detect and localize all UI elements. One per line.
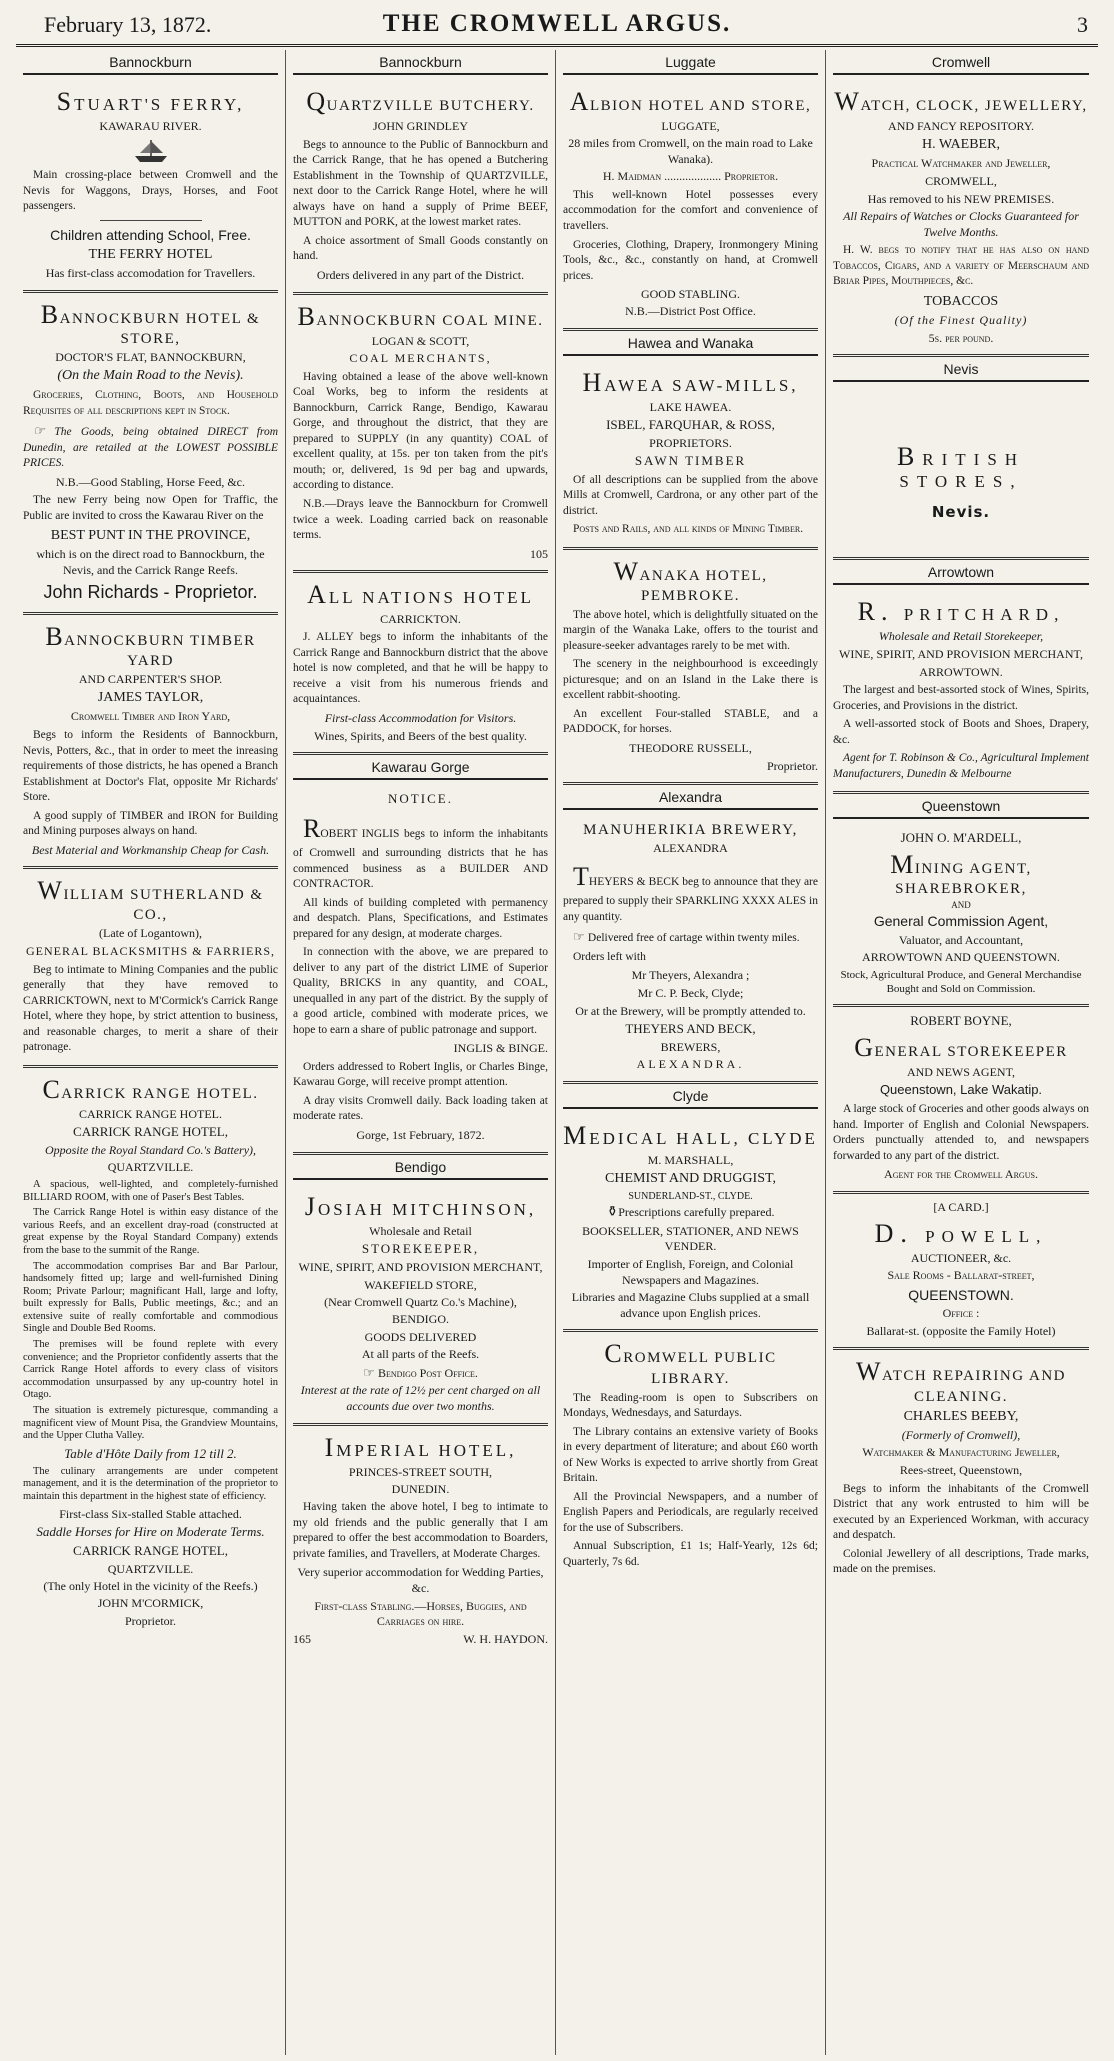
town-2: QUARTZVILLE. [107,1561,194,1576]
region-heading: Bannockburn [293,50,548,75]
owner-name: W. H. HAYDON. [463,1631,548,1646]
office-label: Office : [942,1306,980,1321]
owner-name: ISBEL, FARQUHAR, & ROSS, [606,416,775,432]
street: Rees-street, Queenstown, [899,1462,1023,1477]
post-office-line [293,1365,548,1382]
ad-pritchard [833,590,1089,794]
items: WINE, SPIRIT, AND PROVISION MERCHANT, [298,1260,543,1275]
ad-robert-inglis [293,785,548,1154]
ferry-text: The new Ferry being now Open for Traffic, the Public are invited to cross the Kawarau River on the [23,494,278,522]
ad-title: IMPERIAL HOTEL, [324,1432,517,1462]
orders-note: Orders left with [573,950,646,963]
ad-body: Begs to announce to the Public of Bannockburn and the Carrick Range, that he has opened a Butchering Establishment in the Township of QUARTZVILLE, next door to the Carrick Range Hotel, where he will always have on hand a supply of Prime BEEF, MUTTON and PORK, at the lowest market rates. [293,138,548,229]
para-4: Annual Subscription, £1 1s; Half-Yearly, 12s 6d; Quarterly, 7s 6d. [563,1540,818,1568]
ad-body: Having taken the above hotel, I beg to intimate to my old friends and the public generally that I am prepared to offer the best accommodation to Boarders, private families, and Travellers, at Moderate Charges. [293,1501,548,1560]
signature: INGLIS & BINGE. [453,1041,548,1056]
ad-body: J. ALLEY begs to inform the inhabitants of the Carrick Range and Bannockburn district that the above hotel is now completed, and that he will be happy to receive a visit from his numerous friends and acquaintances. [293,631,548,706]
proprietors: PROPRIETORS. [649,435,732,450]
table-dhote: Table d'Hôte Daily from 12 till 2. [64,1445,237,1461]
ad-subtitle: AND NEWS AGENT, [906,1065,1016,1080]
column-2 [286,50,556,2055]
hotel-note: Has first-class accomodation for Travellers. [45,266,256,281]
ad-subtitle: CARRICKTON. [380,612,461,627]
region-heading: Nevis [833,357,1089,382]
region-heading: Cromwell [833,50,1089,75]
ad-subtitle: Wholesale and Retail [369,1223,472,1238]
post-office: Bendigo Post Office. [378,1365,478,1380]
town: DUNEDIN. [391,1481,450,1496]
school-note: Children attending School, Free. [50,226,251,243]
para-3: All the Provincial Newspapers, and a number of English Papers and Periodicals, are regularly received for the use of Subscribers. [563,1490,818,1534]
ad-charles-beeby [833,1350,1089,1586]
price: 5s. per pound. [928,330,994,345]
region-heading: Luggate [563,50,818,75]
ad-wanaka-hotel [563,550,818,786]
ad-timber-yard [23,615,278,869]
goods-note: The Goods, being obtained DIRECT from Dunedin, are retailed at the LOWEST POSSIBLE PRICES. [23,426,278,470]
ad-body: H. W. begs to notify that he has also on hand Tobaccos, Cigars, and a variety of Meerschaum and Briar Pipes, Mouthpieces, &c. [833,244,1089,288]
nb-note: N.B.—Drays leave the Bannockburn for Cromwell twice a week. Loading carried back on reasonable terms. [293,498,548,542]
stable-note: First-class Six-stalled Stable attached. [59,1506,242,1521]
ad-quartzville-butchery [293,80,548,295]
para-2: The scenery in the neighbourhood is exceedingly picturesque; and on an Island in the Lake there is excellent rabbit-shooting. [563,658,818,702]
best-material: Best Material and Workmanship Cheap for Cash. [31,842,270,857]
ad-medical-hall [563,1114,818,1333]
only-hotel: (The only Hotel in the vicinity of the Reefs.) [43,1578,258,1593]
para-1: A spacious, well-lighted, and completely-furnished BILLIARD ROOM, with one of Paser's Best Tables. [23,1178,278,1203]
newspaper-title: THE CROMWELL ARGUS. [382,10,732,37]
town: Queenstown, Lake Wakatip. [879,1082,1043,1098]
card-label: [A CARD.] [933,1200,989,1214]
ad-body: The largest and best-assorted stock of Wines, Spirits, Groceries, and Provisions in the district. [833,684,1089,712]
para-6: The culinary arrangements are under competent management, and it is the determination of the proprietor to maintain this department in the highest state of efficiency. [23,1465,278,1502]
ad-body: Of all descriptions can be supplied from the above Mills at Cromwell, Cardrona, or any other part of the district. [563,473,818,517]
ad-title: WATCH REPAIRING AND CLEANING. [855,1357,1066,1405]
finest-note: (Of the Finest Quality) [894,313,1028,328]
agent-note: Agent for the Cromwell Argus. [884,1167,1038,1182]
ad-title: CROMWELL PUBLIC LIBRARY. [604,1339,777,1387]
town: CROMWELL, [925,173,997,188]
ad-title: BRITISH STORES, [896,442,1026,492]
para-4: The premises will be found replete with every convenience; and the Proprietor confidently asserts that the Carrick Range Hotel affords to every class of visitors accommodation unsurpassed by any up-country hotel in Otago. [23,1339,278,1401]
groceries-text: Groceries, Clothing, Boots, and Household Requisites of all descriptions kept in Stock. [23,389,278,417]
proprietor: Proprietor. [767,758,818,773]
nb-note: N.B.—Good Stabling, Horse Feed, &c. [56,474,245,489]
ad-subtitle: KAWARAU RIVER. [99,119,202,134]
ad-josiah-mitchinson [293,1185,548,1426]
opposite-note: Opposite the Royal Standard Co.'s Battery), [44,1142,257,1157]
ad-title: HAWEA SAW-MILLS, [582,367,799,397]
ad-title: WATCH, CLOCK, JEWELLERY, [834,87,1088,116]
para-3: In connection with the above, we are prepared to deliver to any part of the district LIME of Superior Quality, BRICKS in any quantity, and COAL, unequalled in any part of the district. By the supply of a good article, combined with moderate prices, we hope to earn a share of public patronage and support. [293,946,548,1036]
town: BENDIGO. [392,1312,449,1327]
agent-1: Mr Theyers, Alexandra ; [631,968,750,983]
pointing-hand-icon: ☞ [363,1364,378,1380]
owner-name: JOHN GRINDLEY [373,119,468,134]
ferry-hotel: THE FERRY HOTEL [88,246,213,262]
trade: STOREKEEPER, [361,1241,480,1257]
ad-footer [293,1632,548,1648]
ad-subtitle: Wholesale and Retail Storekeeper, [878,629,1044,644]
ad-public-library [563,1332,818,1579]
ad-body: This well-known Hotel possesses every accommodation for the comfort and convenience of travellers. [563,188,818,232]
road-note: (On the Main Road to the Nevis). [57,367,244,383]
owner-name: JOHN O. M'ARDELL, [900,830,1022,846]
sawn-timber: SAWN TIMBER [634,452,747,468]
ad-title: QUARTZVILLE BUTCHERY. [306,87,535,116]
ad-subtitle: ALEXANDRA [653,841,728,856]
region-heading: Hawea and Wanaka [563,331,818,356]
trade: CHEMIST AND DRUGGIST, [605,1171,776,1187]
ad-title: JOSIAH MITCHINSON, [304,1191,537,1221]
region-heading: Bannockburn [23,50,278,75]
ad-subtitle: LAKE HAWEA. [649,399,732,414]
first-class-note: First-class Accommodation for Visitors. [324,710,517,725]
stabling-note: First-class Stabling.—Horses, Buggies, and Carriages on hire. [314,1598,527,1629]
owner-name: H. WAEBER, [922,137,1000,153]
ad-title: D. POWELL, [874,1218,1048,1248]
trade: Practical Watchmaker and Jeweller, [871,156,1051,171]
near-note: (Near Cromwell Quartz Co.'s Machine), [324,1294,517,1309]
ad-body: Begs to inform the inhabitants of the Cromwell District that any work entrusted to him will be executed by an Experienced Workman, with accuracy and despatch. [833,1482,1089,1542]
region-heading: Arrowtown [833,560,1089,585]
pointing-hand-icon: ☞ [33,423,55,439]
ad-body: A large stock of Groceries and other goods always on hand. Importer of English and Colonial Newspapers. Orders punctually attended to, and newspapers forwarded to any part of the district. [833,1103,1090,1162]
libraries-note: Libraries and Magazine Clubs supplied at a small advance upon English prices. [571,1290,810,1320]
boots-note: A well-assorted stock of Boots and Shoes, Drapery, &c. [833,718,1089,746]
page-number: 3 [1077,12,1088,37]
proprietor: John Richards - Proprietor. [43,581,258,602]
trade: Watchmaker & Manufacturing Jeweller, [862,1445,1060,1460]
trade: WINE, SPIRIT, AND PROVISION MERCHANT, [839,647,1083,662]
ship-icon [133,138,169,164]
valuator: Valuator, and Accountant, [898,932,1024,947]
ad-title: WILLIAM SUTHERLAND & CO., [37,876,264,924]
direct-road: which is on the direct road to Bannockburn, the Nevis, and the Carrick Range Reefs. [36,547,265,578]
owner-name: M. MARSHALL, [647,1152,734,1167]
column-1 [16,50,286,2055]
region-heading: Clyde [563,1084,818,1109]
trade: COAL MERCHANTS, [349,351,492,366]
owner-name: ROBERT BOYNE, [910,1013,1012,1029]
agent-2: Mr C. P. Beck, Clyde; [637,985,744,1000]
ad-subtitle: DOCTOR'S FLAT, BANNOCKBURN, [55,349,246,364]
ad-robert-boyne [833,1007,1089,1194]
ad-title: BANNOCKBURN HOTEL & STORE, [40,299,261,347]
ad-subtitle: LUGGATE, [661,119,720,134]
owner-name: JOHN M'CORMICK, [97,1596,204,1611]
trade: AUCTIONEER, &c. [910,1250,1012,1265]
stock-note: Stock, Agricultural Produce, and General Merchandise Bought and Sold on Commission. [840,968,1082,996]
ad-stuarts-ferry [23,80,278,293]
town: ARROWTOWN. [919,664,1003,679]
divider [100,220,202,221]
late-note: (Late of Logantown), [99,926,202,941]
columns [16,50,1098,2055]
office-address: Ballarat-st. (opposite the Family Hotel) [866,1323,1056,1338]
ad-hawea-saw-mills [563,361,818,550]
miles-note: 28 miles from Cromwell, on the main road to Lake Wanaka). [568,136,813,166]
ad-body: Begs to inform the Residents of Bannockburn, Nevis, Potters, &c., that in order to meet the inreasing requirements of those districts, he has opened a Branch Establishment at Doctor's Flat, opposite Mr Richards' Store. [23,729,278,804]
ad-number: 165 [293,1631,311,1646]
para-3: An excellent Four-stalled STABLE, and a PADDOCK, for horses. [563,707,818,736]
agent-note: Agent for T. Robinson & Co., Agricultural Implement Manufacturers, Dunedin & Melbourne [833,752,1089,780]
region-heading: Alexandra [563,785,818,810]
owner-name: JAMES TAYLOR, [97,690,204,706]
orders-note: Orders delivered in any part of the District. [316,267,525,282]
town: QUEENSTOWN. [908,1286,1014,1303]
ad-title: WANAKA HOTEL, PEMBROKE. [613,556,768,604]
town: ARROWTOWN AND QUEENSTOWN. [862,950,1060,965]
para-5: A dray visits Cromwell daily. Back loading taken at moderate rates. [293,1094,548,1123]
ad-body: ROBERT INGLIS begs to inform the inhabitants of Cromwell and surrounding districts that he has commenced business as a BUILDER AND CONTRACTOR. [293,813,548,891]
column-3 [556,50,826,2055]
ad-title: MEDICAL HALL, CLYDE [563,1120,818,1150]
region-heading: Kawarau Gorge [293,755,548,780]
ad-title: BANNOCKBURN COAL MINE. [297,301,544,331]
pointing-hand-icon: ☞ [573,929,588,945]
nb-note: N.B.—District Post Office. [625,304,756,319]
posts-note: Posts and Rails, and all kinds of Mining Timber. [573,523,804,536]
delivery-line [563,928,818,947]
best-punt: BEST PUNT IN THE PROVINCE, [50,528,251,544]
hotel-name: CARRICK RANGE HOTEL, [73,1123,228,1139]
yard-name: Cromwell Timber and Iron Yard, [70,709,231,724]
ad-british-stores [833,387,1089,560]
saddle-note: Saddle Horses for Hire on Moderate Terms. [36,1524,265,1540]
owner-name: CHARLES BEEBY, [903,1408,1019,1424]
ad-body: The above hotel, which is delightfully situated on the margin of the Wanaka Lake, offers to the tourist and pleasure-seeker advantages rarely to be met with. [563,608,818,652]
ad-title: ALL NATIONS HOTEL [307,580,534,610]
owner-name: THEODORE RUSSELL, [629,741,752,755]
stabling: GOOD STABLING. [640,287,741,302]
street: SUNDERLAND-ST., CLYDE. [628,1190,753,1202]
store-name: WAKEFIELD STORE, [364,1277,477,1292]
ad-title: MINING AGENT, SHAREBROKER, [890,850,1032,898]
proprietor: Proprietor. [125,1614,176,1629]
ad-number: 105 [530,546,548,561]
supply-text: A good supply of TIMBER and IRON for Building and Mining purposes always on hand. [23,809,278,838]
para-2: The Carrick Range Hotel is within easy distance of the various Reefs, and an excellent dray-road (constructed at great expense by the Royal Standard Company) extends from the base to the summit of the Range. [23,1207,278,1256]
colonial-note: Colonial Jewellery of all descriptions, Trade marks, made on the premises. [833,1547,1089,1576]
para-3: The accommodation comprises Bar and Bar Parlour, handsomely fitted up; large and well-furnished Dining Room; Private Parlour; magnificant Hall, large and lofty, built expressly for Balls, Public meetings, &c.; and an extensive suite of really comfortable and commodious Single and Double Bed Rooms. [23,1260,278,1335]
ad-sutherland [23,869,278,1067]
town: Nevis. [931,502,991,521]
reefs-note: At all parts of the Reefs. [361,1346,480,1361]
hotel-name-2: CARRICK RANGE HOTEL, [73,1542,228,1558]
tobaccos: TOBACCOS [923,293,999,309]
column-4 [826,50,1096,2055]
town: QUARTZVILLE. [107,1160,194,1175]
ad-manuherikia-brewery [563,815,818,1083]
ad-title: STUART'S FERRY, [56,87,245,116]
region-heading: Bendigo [293,1155,548,1180]
issue-date: February 13, 1872. [44,12,212,37]
ad-title: GENERAL STOREKEEPER [854,1033,1068,1063]
ad-mardell [833,824,1089,1007]
ad-body: Having obtained a lease of the above well-known Coal Works, beg to inform the residents at Bannockburn, Carrick Range, Bendigo, Kawarau Gorge, and throughout the district, that they are prepared to SUPPLY (in any quantity) COAL of excellent quality, at 15s. per ton taken from the pit's mouth; or, delivered, 1s 9d per bag and upwards, according to distance. [293,370,548,492]
wedding-note: Very superior accommodation for Wedding Parties, &c. [297,1565,544,1596]
ad-body: THEYERS & BECK beg to announce that they are prepared to supply their SPARKLING XXXX ALES in any quantity. [563,862,818,923]
ad-coal-mine [293,295,548,574]
mortar-pestle-icon: ⚱ [606,1204,619,1220]
para-1: The Reading-room is open to Subscribers on Mondays, Wednesdays, and Saturdays. [563,1391,818,1420]
sale-rooms: Sale Rooms - Ballarat-street, [887,1268,1035,1283]
ad-title: R. PRITCHARD, [857,597,1065,627]
removed-note: Has removed to his NEW PREMISES. [867,191,1055,206]
prescriptions-line [563,1204,818,1222]
ad-title: BANNOCKBURN TIMBER YARD [45,622,256,670]
groceries-text: Groceries, Clothing, Drapery, Ironmongery Mining Tools, &c., &c., constantly on hand, at Cromwell prices. [563,238,818,282]
ad-subtitle: PRINCES-STREET SOUTH, [348,1464,493,1479]
para-5: The situation is extremely picturesque, commanding a magnificent view of Mount Pisa, the Grandview Mountains, and the Upper Clutha Valley. [23,1405,278,1442]
interest-note: Interest at the rate of 12½ per cent charged on all accounts due over two months. [300,1383,541,1414]
para-4: Orders addressed to Robert Inglis, or Charles Binge, Kawarau Gorge, will receive prompt attention. [293,1060,548,1089]
ad-body: Beg to intimate to Mining Companies and the public generally that they have removed to CARRICKTOWN, next to M'Cormick's Carrick Range Hotel, where they hope, by strict attention to business, and reasonable charges, to merit a share of their patronage. [23,963,278,1054]
owner-name: LOGAN & SCOTT, [371,333,470,348]
ad-title: CARRICK RANGE HOTEL. [42,1074,259,1104]
para-2: All kinds of building completed with permanency and despatch. Plans, Specifications, and Estimates prepared for any design, at moderate charges. [293,896,548,940]
owner-name: THEYERS AND BECK, [625,1021,756,1037]
date-line: Gorge, 1st February, 1872. [356,1127,485,1142]
general-agent: General Commission Agent, [873,913,1049,930]
delivery-note: Delivered free of cartage within twenty miles. [587,932,800,945]
ad-title: ALBION HOTEL AND STORE, [569,87,812,116]
ad-subtitle: AND FANCY REPOSITORY. [888,119,1034,134]
prescriptions-note: Prescriptions carefully prepared. [618,1204,775,1219]
wines-note: Wines, Spirits, and Beers of the best quality. [314,728,527,743]
ad-subtitle: AND CARPENTER'S SHOP. [78,672,223,687]
ad-imperial-hotel [293,1426,548,1656]
choice-text: A choice assortment of Small Goods constantly on hand. [293,234,548,263]
ad-subtitle: CARRICK RANGE HOTEL. [79,1106,222,1121]
ad-bannockburn-hotel [23,293,278,615]
goods-delivered: GOODS DELIVERED [364,1329,477,1344]
brewers: BREWERS, [660,1040,721,1055]
ad-title: MANUHERIKIA BREWERY, [583,822,798,839]
and-word: AND [951,900,971,911]
notice-heading: NOTICE. [388,791,453,807]
repairs-note: All Repairs of Watches or Clocks Guaranteed for Twelve Months. [843,209,1079,239]
bookseller: BOOKSELLER, STATIONER, AND NEWS VENDER. [582,1223,799,1254]
region-heading: Queenstown [833,794,1089,819]
ad-body: Main crossing-place between Cromwell and the Nevis for Waggons, Drays, Horses, and Foot passengers. [23,169,278,213]
trade: GENERAL BLACKSMITHS & FARRIERS, [25,944,276,958]
para-2: The Library contains an extensive variety of Books in every department of literature; and about £60 worth of New Works is expected to arrive shortly from Great Britain. [563,1425,818,1485]
town: ALEXANDRA. [636,1057,745,1072]
ad-carrick-range-hotel [23,1068,278,1638]
masthead [16,8,1098,47]
former-note: (Formerly of Cromwell), [901,1427,1021,1442]
brewery-note: Or at the Brewery, will be promptly attended to. [575,1003,806,1018]
goods-text [23,422,278,472]
ad-d-powell [833,1194,1089,1350]
ad-all-nations-hotel [293,573,548,755]
ad-watch-clock [833,80,1089,357]
importer: Importer of English, Foreign, and Colonial Newspapers and Magazines. [587,1256,794,1287]
ad-albion-hotel [563,80,818,331]
proprietor: H. Maidman ................... Proprietor. [602,169,779,184]
